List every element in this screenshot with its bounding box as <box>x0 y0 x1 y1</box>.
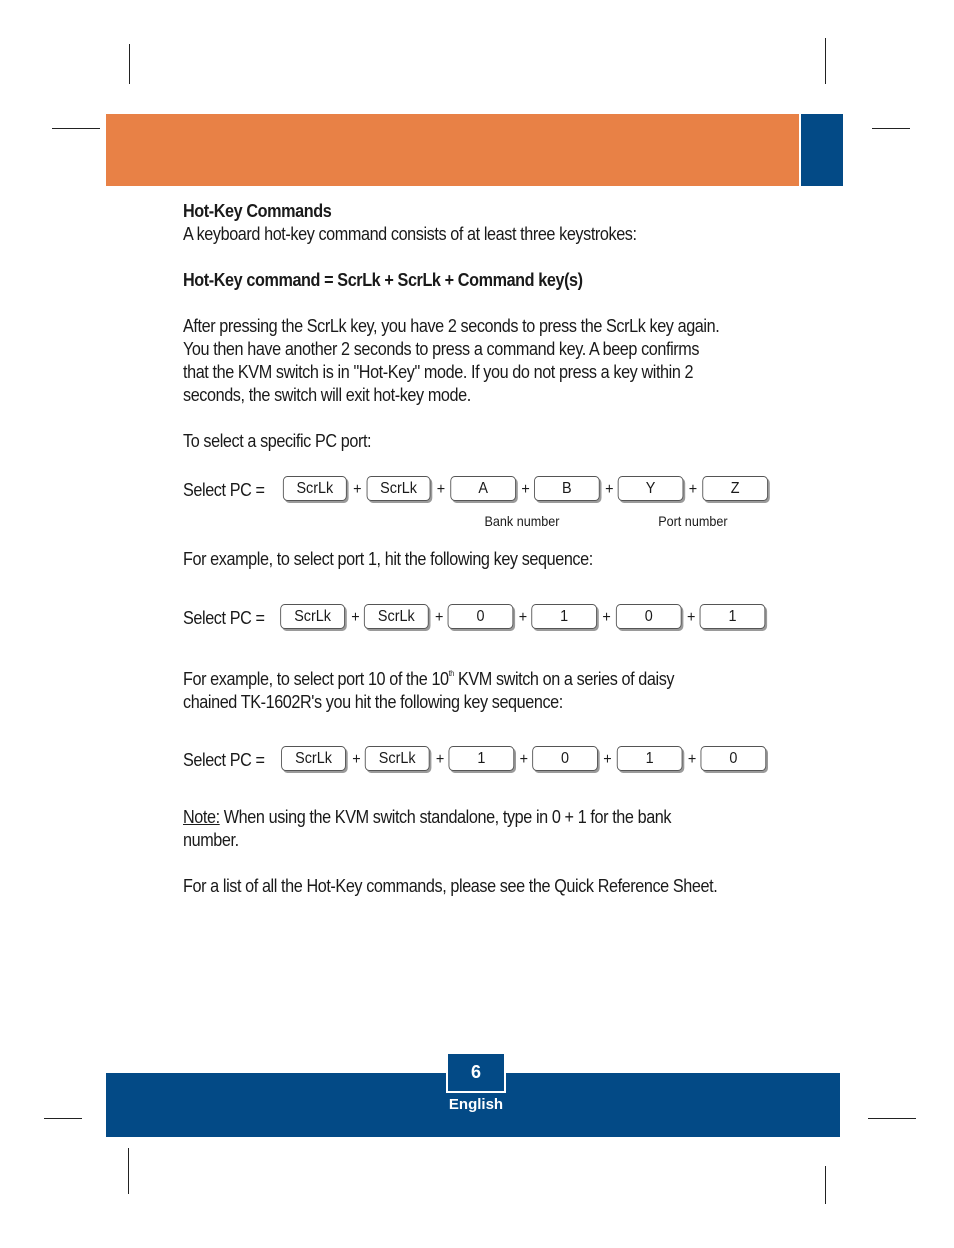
explanation-line: seconds, the switch will exit hot-key mode. <box>183 385 471 405</box>
note-paragraph <box>183 806 671 852</box>
note-line <box>183 806 671 829</box>
note-text: When using the KVM switch standalone, type in 0 + 1 for the bank <box>219 807 672 827</box>
explanation-line: After pressing the ScrLk key, you have 2 seconds to press the ScrLk key again. <box>183 316 720 336</box>
key-1: 1 <box>531 604 597 629</box>
crop-mark <box>872 128 910 129</box>
example-2-paragraph <box>183 668 674 714</box>
plus-sign: + <box>436 481 446 498</box>
key-scrlk: ScrLk <box>280 604 345 629</box>
plus-sign: + <box>435 609 444 626</box>
example-2-text: For example, to select port 10 of the 10 <box>183 669 449 689</box>
plus-sign: + <box>602 609 611 626</box>
crop-mark <box>44 1118 82 1119</box>
key-scrlk: ScrLk <box>365 746 430 771</box>
plus-sign: + <box>518 609 528 626</box>
row-label: Select PC = <box>183 750 265 770</box>
explanation-line: that the KVM switch is in "Hot-Key" mode. If you do not press a key within 2 <box>183 362 694 382</box>
crop-mark <box>128 1148 129 1194</box>
plus-sign: + <box>687 751 697 768</box>
key-scrlk: ScrLk <box>364 604 429 629</box>
page-number: 6 <box>446 1052 506 1093</box>
plus-sign: + <box>353 481 362 498</box>
crop-mark <box>52 128 100 129</box>
crop-mark <box>868 1118 916 1119</box>
example-2-text: KVM switch on a series of daisy <box>453 669 675 689</box>
key-1: 1 <box>617 746 683 771</box>
intro-text: A keyboard hot-key command consists of at least three keystrokes: <box>183 224 637 244</box>
plus-sign: + <box>352 751 361 768</box>
header-bar <box>106 114 799 186</box>
crop-mark <box>825 1166 826 1204</box>
plus-sign: + <box>603 751 612 768</box>
key-scrlk: ScrLk <box>281 746 346 771</box>
bank-number-caption: Bank number <box>484 513 560 529</box>
explanation-line: You then have another 2 seconds to press a command key. A beep confirms <box>183 339 700 359</box>
key-a: A <box>450 476 516 501</box>
key-0: 0 <box>532 746 598 771</box>
key-b: B <box>534 476 600 501</box>
plus-sign: + <box>435 751 445 768</box>
reference-text: For a list of all the Hot-Key commands, please see the Quick Reference Sheet. <box>183 876 718 896</box>
example-2-line <box>183 668 674 691</box>
row-label: Select PC = <box>183 480 265 500</box>
port-number-caption: Port number <box>658 513 728 529</box>
example-2-line: chained TK-1602R's you hit the following key sequence: <box>183 692 563 712</box>
key-scrlk: ScrLk <box>367 476 431 501</box>
superscript: th <box>448 669 454 678</box>
select-intro: To select a specific PC port: <box>183 431 372 451</box>
example-1-text: For example, to select port 1, hit the following key sequence: <box>183 549 593 569</box>
key-0: 0 <box>701 746 767 771</box>
header-tab <box>801 114 843 186</box>
key-0: 0 <box>448 604 514 629</box>
plus-sign: + <box>687 609 696 626</box>
note-line: number. <box>183 830 239 850</box>
explanation-paragraph <box>183 315 719 407</box>
plus-sign: + <box>351 609 360 626</box>
formula-text: Hot-Key command = ScrLk + ScrLk + Command key(s) <box>183 270 583 290</box>
crop-mark <box>129 44 130 84</box>
key-1: 1 <box>700 604 766 629</box>
key-y: Y <box>618 476 684 501</box>
key-1: 1 <box>449 746 515 771</box>
note-label: Note: <box>183 807 220 827</box>
row-label: Select PC = <box>183 608 265 628</box>
plus-sign: + <box>519 751 529 768</box>
crop-mark <box>825 38 826 84</box>
language-label: English <box>448 1096 504 1113</box>
key-z: Z <box>702 476 768 501</box>
key-scrlk: ScrLk <box>283 476 347 501</box>
key-0: 0 <box>616 604 682 629</box>
plus-sign: + <box>605 481 614 498</box>
section-heading: Hot-Key Commands <box>183 201 332 221</box>
plus-sign: + <box>521 481 530 498</box>
plus-sign: + <box>688 481 698 498</box>
